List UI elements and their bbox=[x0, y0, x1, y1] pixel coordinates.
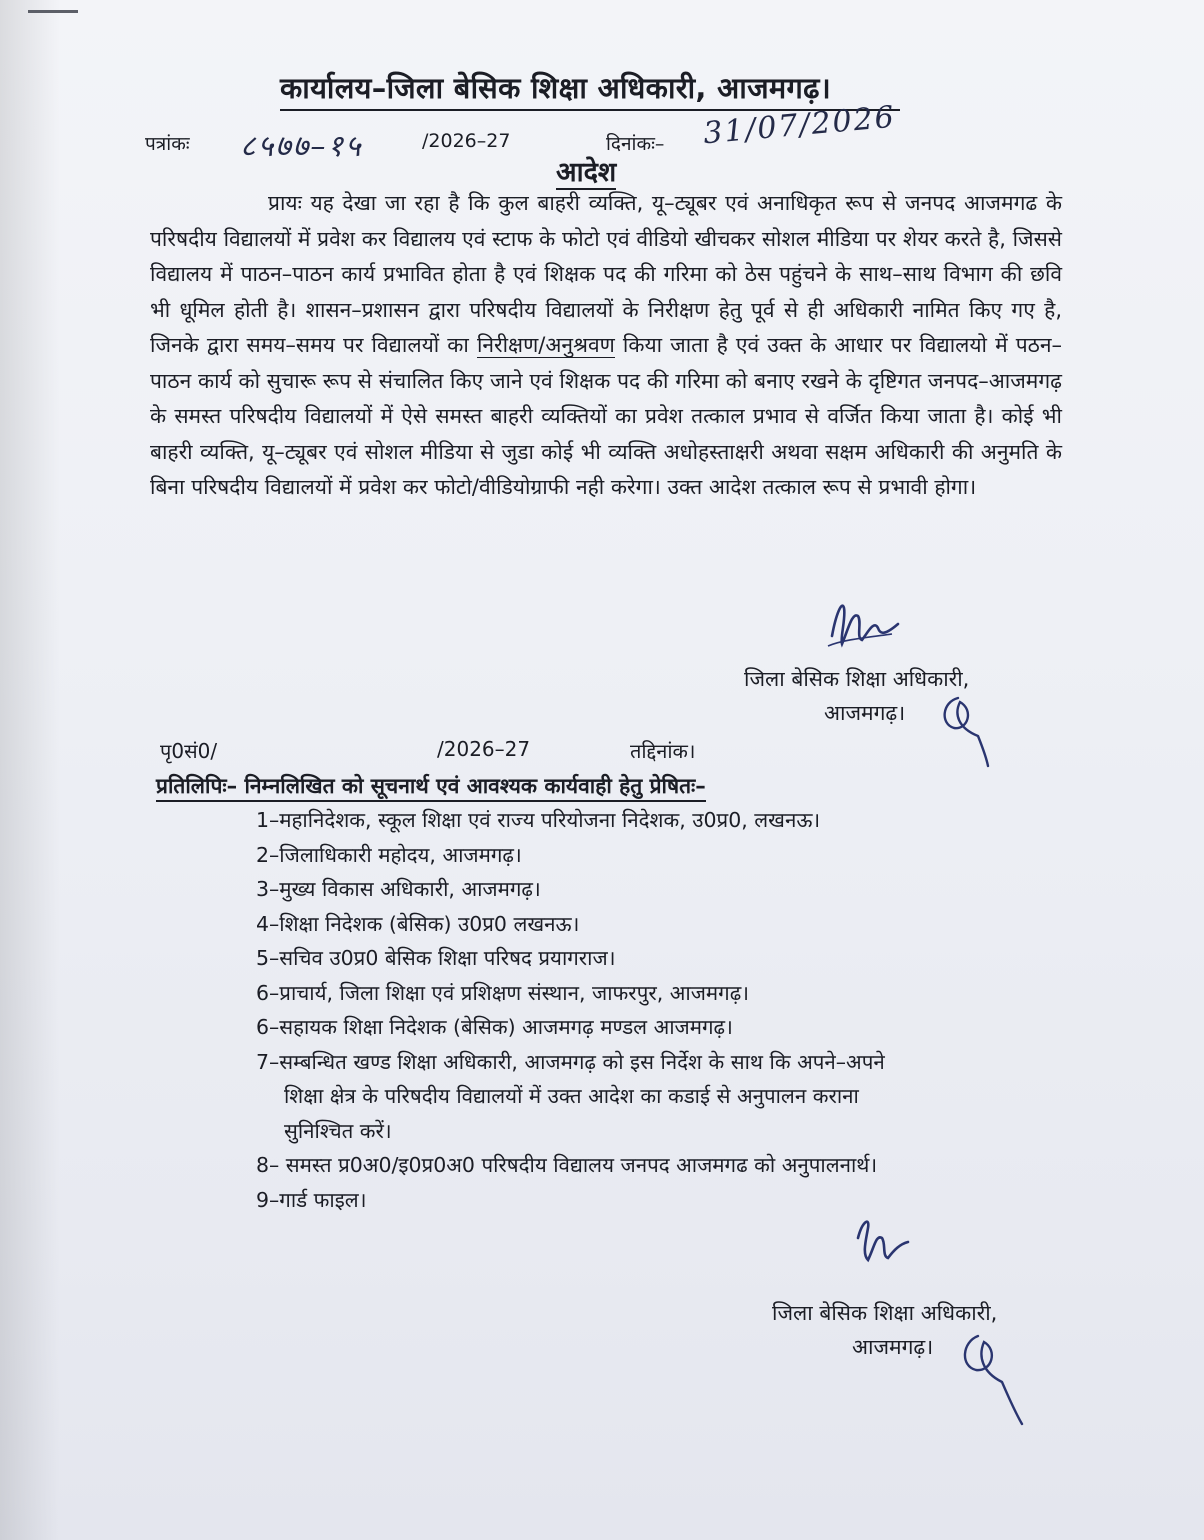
copy-heading: प्रतिलिपिः– निम्नलिखित को सूचनार्थ एवं आवश्यक कार्यवाही हेतु प्रेषितः– bbox=[156, 772, 706, 802]
recipient-item: 6–प्राचार्य, जिला शिक्षा एवं प्रशिक्षण संस्थान, जाफरपुर, आजमगढ़। bbox=[256, 980, 750, 1005]
order-body-part1: प्रायः यह देखा जा रहा है कि कुल बाहरी व्यक्ति, यू–ट्यूबर एवं अनाधिकृत रूप से जनपद आजमगढ के परिषदीय विद्यालयों में प्रवेश कर विद्यालय एवं स्टाफ के फोटो एवं वीडियो खीचकर सोशल मीडिया पर शेयर करते है, जिससे विद्यालय में पाठन–पाठन कार्य प्रभावित होता है एवं शिक्षक पद की गरिमा को ठेस पहुंचने के साथ–साथ विभाग की छवि भी धूमिल होती है। शासन–प्रशासन द्वारा परिषदीय विद्यालयों के निरीक्षण हेतु पूर्व से ही अधिकारी नामित किए गए है, जिनके द्वारा समय–समय पर विद्यालयों का bbox=[150, 191, 1062, 357]
order-title: आदेश bbox=[556, 157, 617, 188]
recipient-item: 9–गार्ड फाइल। bbox=[256, 1187, 367, 1212]
page-edge-shadow bbox=[0, 0, 60, 1540]
recipient-item-continuation: सुनिश्चित करें। bbox=[284, 1118, 392, 1143]
recipient-item: 1–महानिदेशक, स्कूल शिक्षा एवं राज्य परियोजना निदेशक, उ0प्र0, लखनऊ। bbox=[256, 808, 821, 832]
recipient-item: 7–सम्बन्धित खण्ड शिक्षा अधिकारी, आजमगढ़ को इस निर्देश के साथ कि अपने–अपने bbox=[256, 1049, 885, 1074]
ref-year: /2026–27 bbox=[422, 130, 511, 152]
recipient-item: 8– समस्त प्र0अ0/इ0प्र0अ0 परिषदीय विद्यालय जनपद आजमगढ को अनुपालनार्थ। bbox=[256, 1153, 878, 1177]
signatory-title: जिला बेसिक शिक्षा अधिकारी, bbox=[772, 1301, 998, 1325]
signature-flourish-mark bbox=[950, 1320, 1030, 1430]
ref-label: पत्रांकः bbox=[145, 133, 190, 155]
order-body-part2: किया जाता है एवं उक्त के आधार पर विद्यालयो में पठन–पाठन कार्य को सुचारू रूप से संचालित किए जाने एवं शिक्षक पद की गरिमा को बनाए रखने के दृष्टिगत जनपद–आजमगढ़ के समस्त परिषदीय विद्यालयों में ऐसे समस्त बाहरी व्यक्तियों का प्रवेश तत्काल प्रभाव से वर्जित किया जाता है। कोई भी बाहरी व्यक्ति, यू–ट्यूबर एवं सोशल मीडिया से जुडा कोई भी व्यक्ति अधोहस्ताक्षरी अथवा सक्षम अधिकारी की अनुमति के बिना परिषदीय विद्यालयों में प्रवेश कर फोटो/वीडियोग्राफी नही करेगा। उक्त आदेश तत्काल रूप से प्रभावी होगा। bbox=[150, 333, 1063, 499]
recipient-item: 6–सहायक शिक्षा निदेशक (बेसिक) आजमगढ़ मण्डल आजमगढ़। bbox=[256, 1015, 733, 1039]
signature-flourish-mark bbox=[928, 684, 998, 774]
office-heading: कार्यालय–जिला बेसिक शिक्षा अधिकारी, आजमगढ़। bbox=[280, 68, 900, 111]
page-fold-mark bbox=[28, 10, 78, 13]
recipient-item: 2–जिलाधिकारी महोदय, आजमगढ़। bbox=[256, 842, 522, 867]
recipient-list bbox=[256, 803, 1086, 1217]
signatory-place: आजमगढ़। bbox=[852, 1335, 934, 1359]
copy-ref-date: तद्दिनांक। bbox=[630, 739, 696, 763]
recipient-item: 3–मुख्य विकास अधिकारी, आजमगढ़। bbox=[256, 877, 541, 901]
order-body bbox=[150, 186, 1062, 506]
recipient-item: 5–सचिव उ0प्र0 बेसिक शिक्षा परिषद प्रयागराज। bbox=[256, 946, 616, 970]
recipient-item-continuation: शिक्षा क्षेत्र के परिषदीय विद्यालयों में उक्त आदेश का कडाई से अनुपालन कराना bbox=[284, 1084, 859, 1108]
underlined-term: निरीक्षण/अनुश्रवण bbox=[476, 333, 615, 357]
copy-ref-number: पृ0सं0/ bbox=[160, 739, 218, 763]
handwritten-ref-number: ८५७७–१५ bbox=[240, 129, 363, 164]
signature-initials-mark bbox=[822, 594, 902, 654]
copy-ref-year: /2026–27 bbox=[437, 737, 531, 761]
signatory-title: जिला बेसिक शिक्षा अधिकारी, bbox=[744, 667, 970, 691]
handwritten-date: 31/07/2026 bbox=[701, 99, 898, 152]
signatory-place: आजमगढ़। bbox=[824, 701, 906, 725]
recipient-item: 4–शिक्षा निदेशक (बेसिक) उ0प्र0 लखनऊ। bbox=[256, 911, 580, 936]
date-label: दिनांकः– bbox=[606, 133, 665, 155]
signature-initials-mark bbox=[846, 1208, 916, 1268]
